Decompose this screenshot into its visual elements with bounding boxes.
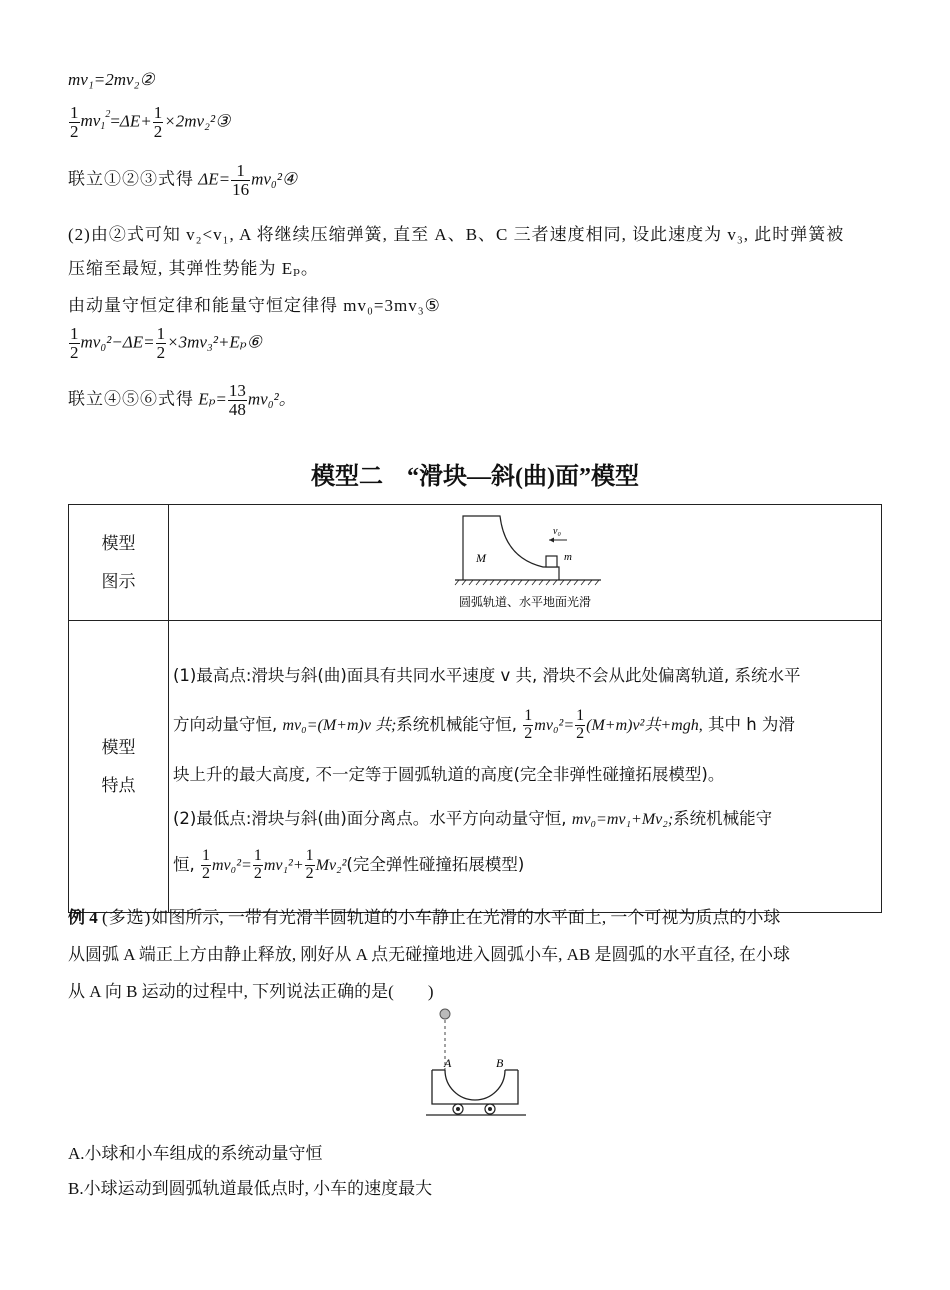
table-row-features xyxy=(69,621,882,913)
row-label-features xyxy=(69,621,169,913)
section-title: 模型二 “滑块—斜(曲)面”模型 xyxy=(311,464,639,490)
semicircle-track xyxy=(445,1070,505,1100)
part2-line2: 压缩至最短, 其弹性势能为 Eₚ。 xyxy=(68,259,319,278)
part2-line1: (2)由②式可知 v₂<v₁, A 将继续压缩弹簧, 直至 A、B、C 三者速度相同, 设此速度为 v₃, 此时弹簧被 xyxy=(68,225,845,244)
example-line2: 从圆弧 A 端正上方由静止释放, 刚好从 A 点无碰撞地进入圆弧小车, AB 是圆弧的水平直径, 在小球 xyxy=(68,945,791,964)
point-A-label: A xyxy=(444,1056,452,1070)
figure-cell xyxy=(169,505,882,621)
option-b: B.小球运动到圆弧轨道最低点时, 小车的速度最大 xyxy=(68,1179,433,1198)
fraction-1-16: $\frac{1}{16}$ xyxy=(232,161,250,199)
fraction-half: $\frac{1}{2}$ xyxy=(524,707,533,742)
fraction-half: $\frac{1}{2}$ xyxy=(153,103,163,141)
model-table xyxy=(68,504,882,913)
feature-1-line3: 块上升的最大高度, 不一定等于圆弧轨道的高度(完全非弹性碰撞拓展模型)。 xyxy=(173,765,725,784)
mass-m-label: m xyxy=(564,551,572,563)
equation-6: $\frac{1}{2}$ mv₀²−ΔE= $\frac{1}{2}$ ×3mv₃²+Eₚ⑥ xyxy=(70,324,262,362)
fraction-half: $\frac{1}{2}$ xyxy=(70,324,79,362)
mass-M-label: M xyxy=(476,551,486,565)
label-line: 模型 xyxy=(101,737,136,758)
fraction-half: $\frac{1}{2}$ xyxy=(156,324,166,362)
velocity-label: v₀ xyxy=(553,526,561,537)
fraction-half: $\frac{1}{2}$ xyxy=(70,103,79,141)
slope-block-figure xyxy=(425,510,625,615)
fraction-half: $\frac{1}{2}$ xyxy=(305,847,314,882)
point-B-label: B xyxy=(496,1056,504,1070)
ball-icon xyxy=(440,1009,450,1019)
feature-1-line1: (1)最高点:滑块与斜(曲)面具有共同水平速度 v 共, 滑块不会从此处偏离轨道, 系统水平 xyxy=(173,666,801,685)
label-line: 模型 xyxy=(101,533,136,554)
momentum-line: 由动量守恒定律和能量守恒定律得 mv₀=3mv₃⑤ xyxy=(68,296,441,315)
example-4 xyxy=(68,899,888,1010)
curved-block-outline xyxy=(463,516,559,580)
table-row-figure xyxy=(69,505,882,621)
example-line3: 从 A 向 B 运动的过程中, 下列说法正确的是( ) xyxy=(68,982,434,1001)
feature-1-line2: 方向动量守恒, mv₀=(M+m)v 共;系统机械能守恒, $\frac{1}{2}$ mv₀²= $\frac{1}{2}$ (M+m)v²共+mgh, 其中 h 为滑 xyxy=(173,707,795,742)
combine-result-2: 联立④⑤⑥式得 Eₚ= $\frac{13}{48}$ mv₀²。 xyxy=(68,381,296,419)
combine-result-1: 联立①②③式得 ΔE= $\frac{1}{16}$ mv₀²④ xyxy=(68,161,298,199)
features-cell xyxy=(169,621,882,913)
feature-2-line1: (2)最低点:滑块与斜(曲)面分离点。水平方向动量守恒, mv₀=mv₁+Mv₂;系统机械能守 xyxy=(173,809,773,828)
fraction-13-48: $\frac{13}{48}$ xyxy=(228,381,246,419)
label-line: 图示 xyxy=(101,571,136,592)
row-label-figure xyxy=(69,505,169,621)
equation-2: mv₁=2mv₂② xyxy=(68,70,155,89)
cart-figure xyxy=(420,1004,532,1120)
ground-hatch xyxy=(455,580,599,585)
example-line1: 例 4 (多选)如图所示, 一带有光滑半圆轨道的小车静止在光滑的水平面上, 一个可视为质点的小球 xyxy=(68,908,781,927)
equation-3: $\frac{1}{2}$ $mv_1^2=\Delta E+$ $\frac{1}{2}$ ×2mv₂²③ xyxy=(70,103,231,141)
label-line: 特点 xyxy=(101,775,136,796)
fraction-half: $\frac{1}{2}$ xyxy=(253,847,262,882)
fraction-half: $\frac{1}{2}$ xyxy=(576,707,585,742)
option-a: A.小球和小车组成的系统动量守恒 xyxy=(68,1144,323,1163)
arrow-head-icon xyxy=(549,538,554,543)
example-label: 例 4 xyxy=(68,908,98,927)
fraction-half: $\frac{1}{2}$ xyxy=(202,847,210,882)
small-block xyxy=(546,556,557,567)
figure-caption: 圆弧轨道、水平地面光滑 xyxy=(458,595,592,609)
feature-2-line2: 恒, $\frac{1}{2}$ mv₀²= $\frac{1}{2}$ mv₁²+ $\frac{1}{2}$ Mv₂²(完全弹性碰撞拓展模型) xyxy=(173,847,525,882)
